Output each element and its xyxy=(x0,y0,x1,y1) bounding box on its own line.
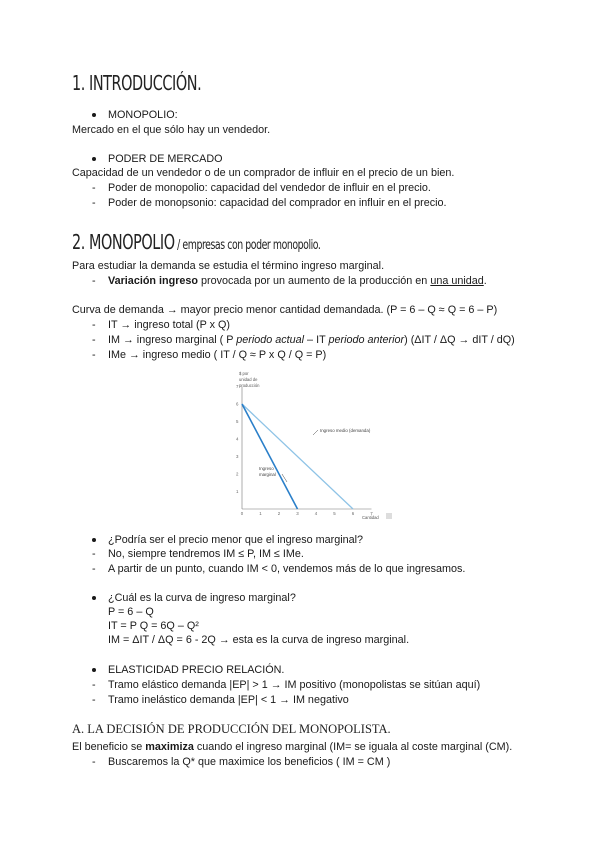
section2-title: 2. MONOPOLIO xyxy=(72,230,175,254)
y-tick-label: 6 xyxy=(236,401,239,407)
section1-heading: 1. INTRODUCCIÓN. xyxy=(72,71,202,95)
def-monopolio: Mercado en el que sólo hay un vendedor. xyxy=(72,124,271,136)
dash-poder-monopsonio: Poder de monopsonio: capacidad del comprador en influir en el precio. xyxy=(108,197,447,209)
bullet-poder-mercado: PODER DE MERCADO xyxy=(108,153,223,165)
chart-lines xyxy=(242,404,353,509)
im-def-periodo-actual: periodo actual xyxy=(236,334,305,346)
variacion-ingreso-line xyxy=(108,274,487,288)
section2-heading xyxy=(72,230,320,254)
dash-marker: - xyxy=(92,197,96,209)
annotation-ingreso-marginal-2: marginal xyxy=(259,472,276,477)
answer-no: No, siempre tendremos IM ≤ P, IM ≤ IMe. xyxy=(108,548,304,560)
annotation-pointer-medio xyxy=(313,430,318,435)
variacion-ingreso-bold: Variación ingreso xyxy=(108,275,199,287)
x-tick-label: 6 xyxy=(351,511,355,516)
chart-ticks xyxy=(236,384,373,516)
beneficio-line-a: El beneficio se xyxy=(72,741,146,753)
it-def: IT → ingreso total (P x Q) xyxy=(108,319,231,331)
buscaremos-line: Buscaremos la Q* que maximice los beneficios ( IM = CM ) xyxy=(108,756,391,768)
annotation-ingreso-medio: Ingreso medio (demanda) xyxy=(320,428,371,433)
intro-text: Para estudiar la demanda se estudia el término ingreso marginal. xyxy=(72,260,385,272)
variacion-ingreso-end: . xyxy=(483,275,487,287)
x-tick-label: 4 xyxy=(314,511,318,516)
demand-curve-text: Curva de demanda → mayor precio menor cantidad demandada. (P = 6 – Q ≈ Q = 6 – P) xyxy=(72,304,498,316)
variacion-ingreso-text: provocada por un aumento de la producción en xyxy=(198,275,431,287)
def-poder-mercado: Capacidad de un vendedor o de un comprador de influir en el precio de un bien. xyxy=(72,167,455,179)
annotation-ingreso-marginal-1: Ingreso xyxy=(259,466,274,471)
dash-marker: - xyxy=(92,349,96,361)
section2-subtitle: / empresas con poder monopolio. xyxy=(174,238,321,253)
equation-p: P = 6 – Q xyxy=(108,606,154,618)
dash-marker: - xyxy=(92,334,96,346)
bullet-dot xyxy=(92,668,96,672)
beneficio-line xyxy=(72,740,512,754)
x-tick-label: 3 xyxy=(296,511,299,516)
bullet-dot xyxy=(92,113,96,117)
x-tick-label: 2 xyxy=(277,511,281,516)
x-tick-label: 1 xyxy=(259,511,262,516)
question-precio-menor: ¿Podría ser el precio menor que el ingreso marginal? xyxy=(108,534,364,546)
series-ingreso-medio-line xyxy=(242,404,353,509)
im-def-c: – IT xyxy=(304,334,329,346)
x-tick-label: 0 xyxy=(240,511,244,516)
chart-axes xyxy=(242,387,372,510)
dash-marker: - xyxy=(92,756,96,768)
y-tick-label: 2 xyxy=(236,471,239,477)
bullet-dot xyxy=(92,157,96,161)
im-def-e: ) (ΔIT / ΔQ → dIT / dQ) xyxy=(404,334,515,346)
beneficio-line-b: cuando el ingreso marginal (IM= se iguala al coste marginal (CM). xyxy=(193,741,513,753)
sectionA-heading: A. LA DECISIÓN DE PRODUCCIÓN DEL MONOPOLISTA. xyxy=(72,722,391,736)
tramo-inelastico: Tramo inelástico demanda |EP| < 1 → IM negativo xyxy=(108,694,349,706)
x-tick-label: 5 xyxy=(333,511,336,516)
im-def-periodo-anterior: periodo anterior xyxy=(328,334,405,346)
y-tick-label: 3 xyxy=(236,454,239,459)
y-tick-label: 7 xyxy=(236,384,239,389)
dash-marker: - xyxy=(92,319,96,331)
dash-marker: - xyxy=(92,548,96,560)
im-def xyxy=(108,333,515,347)
y-tick-label: 5 xyxy=(236,419,239,424)
tramo-elastico: Tramo elástico demanda |EP| > 1 → IM positivo (monopolistas se sitúan aquí) xyxy=(108,679,481,691)
chart-ylabel-3: producción xyxy=(239,383,260,388)
equation-im: IM = ΔIT / ΔQ = 6 - 2Q → esta es la curva de ingreso marginal. xyxy=(108,634,410,646)
x-tick-label: 7 xyxy=(370,511,373,516)
chart-corner-mark xyxy=(386,513,392,519)
bullet-elasticidad: ELASTICIDAD PRECIO RELACIÓN. xyxy=(108,664,285,676)
equation-it: IT = P Q = 6Q – Q² xyxy=(108,620,199,632)
question-curva-im: ¿Cuál es la curva de ingreso marginal? xyxy=(108,592,296,604)
chart-xlabel: Cantidad xyxy=(362,515,379,520)
y-tick-label: 1 xyxy=(236,489,239,494)
una-unidad-underlined: una unidad xyxy=(430,275,484,287)
dash-marker: - xyxy=(92,275,96,287)
im-def-a: IM → ingreso marginal ( P xyxy=(108,334,237,346)
chart-ylabel-2: unidad de xyxy=(239,377,258,382)
bullet-monopolio: MONOPOLIO: xyxy=(108,109,178,121)
bullet-dot xyxy=(92,596,96,600)
y-tick-label: 4 xyxy=(236,436,239,442)
bullet-dot xyxy=(92,538,96,542)
dash-poder-monopolio: Poder de monopolio: capacidad del vendedor de influir en el precio. xyxy=(108,182,431,194)
revenue-chart xyxy=(225,366,395,526)
maximiza-bold: maximiza xyxy=(145,741,194,753)
ime-def: IMe → ingreso medio ( IT / Q ≈ P x Q / Q = P) xyxy=(108,349,327,361)
chart-ylabel-1: $ por xyxy=(239,371,249,376)
answer-a-partir: A partir de un punto, cuando IM < 0, vendemos más de lo que ingresamos. xyxy=(108,563,466,575)
series-ingreso-marginal-line xyxy=(242,404,298,509)
dash-marker: - xyxy=(92,679,96,691)
dash-marker: - xyxy=(92,182,96,194)
dash-marker: - xyxy=(92,694,96,706)
dash-marker: - xyxy=(92,563,96,575)
